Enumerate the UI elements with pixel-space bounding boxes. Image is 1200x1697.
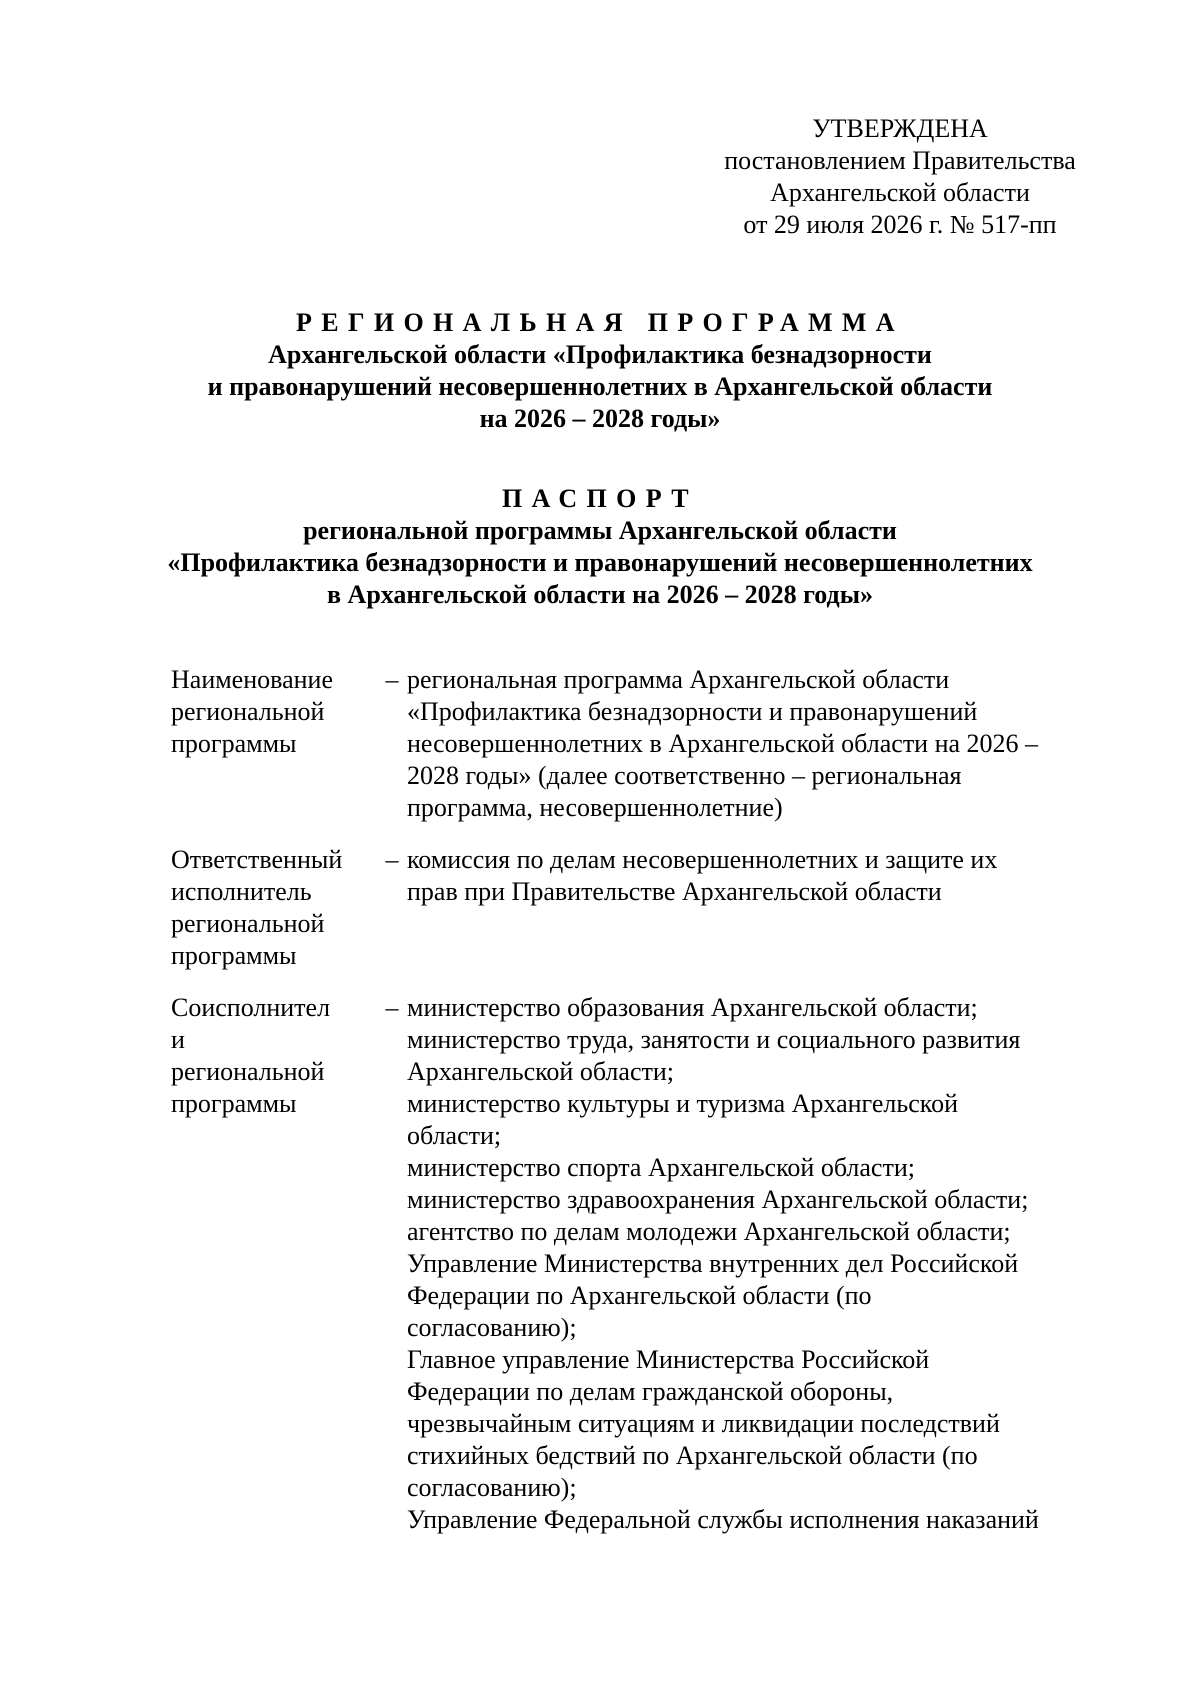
row-value-line: Архангельской области;	[407, 1057, 674, 1086]
row-value-line: чрезвычайным ситуациям и ликвидации последствий	[407, 1409, 1000, 1438]
row-label	[171, 664, 377, 760]
approval-line: Архангельской области	[770, 178, 1030, 207]
row-label-line: и	[171, 1025, 185, 1054]
passport-row-co-executors	[171, 992, 1111, 1536]
row-value	[407, 664, 1111, 824]
program-title-line: на 2026 – 2028 годы»	[479, 404, 721, 433]
row-value-line: 2028 годы» (далее соответственно – региональная	[407, 761, 962, 790]
row-value-line: Федерации по Архангельской области (по	[407, 1281, 872, 1310]
passport-title-line: в Архангельской области на 2026 – 2028 годы»	[327, 580, 873, 609]
row-value-line: программа, несовершеннолетние)	[407, 793, 783, 822]
row-value-line: министерство здравоохранения Архангельской области;	[407, 1185, 1029, 1214]
row-value-line: согласованию);	[407, 1313, 577, 1342]
row-value-line: Управление Министерства внутренних дел Российской	[407, 1249, 1019, 1278]
row-label-line: исполнитель	[171, 877, 312, 906]
row-value-line: министерство труда, занятости и социального развития	[407, 1025, 1021, 1054]
row-label-line: Соисполнител	[171, 993, 331, 1022]
row-label-line: программы	[171, 729, 297, 758]
row-label-line: программы	[171, 941, 297, 970]
row-value	[407, 992, 1111, 1536]
row-value-line: «Профилактика безнадзорности и правонарушений	[407, 697, 978, 726]
row-value-line: стихийных бедствий по Архангельской области (по	[407, 1441, 978, 1470]
row-dash: –	[385, 845, 399, 874]
row-value-line: комиссия по делам несовершеннолетних и защите их	[407, 845, 998, 874]
approval-stamp	[690, 113, 1110, 241]
passport-heading: ПАСПОРТ	[502, 484, 698, 513]
row-label	[171, 992, 377, 1120]
row-value-line: Федерации по делам гражданской обороны,	[407, 1377, 894, 1406]
approval-line: УТВЕРЖДЕНА	[812, 114, 988, 143]
row-label	[171, 844, 377, 972]
row-label-line: региональной	[171, 909, 325, 938]
row-value-line: региональная программа Архангельской области	[407, 665, 950, 694]
approval-line: постановлением Правительства	[724, 146, 1076, 175]
row-value-line: агентство по делам молодежи Архангельской области;	[407, 1217, 1011, 1246]
program-title	[120, 307, 1080, 435]
approval-line: от 29 июля 2026 г. № 517-пп	[743, 210, 1057, 239]
program-title-line: и правонарушений несовершеннолетних в Архангельской области	[207, 372, 993, 401]
passport-title	[120, 483, 1080, 611]
passport-title-line: региональной программы Архангельской области	[303, 516, 897, 545]
row-value-line: прав при Правительстве Архангельской области	[407, 877, 942, 906]
row-value-line: области;	[407, 1121, 502, 1150]
row-value-line: министерство спорта Архангельской области;	[407, 1153, 915, 1182]
passport-title-line: «Профилактика безнадзорности и правонарушений несовершеннолетних	[167, 548, 1033, 577]
row-value-line: согласованию);	[407, 1473, 577, 1502]
row-value-line: министерство культуры и туризма Архангельской	[407, 1089, 959, 1118]
passport-row-name	[171, 664, 1111, 824]
row-value	[407, 844, 1111, 908]
row-dash: –	[385, 993, 399, 1022]
row-value-line: министерство образования Архангельской области;	[407, 993, 978, 1022]
row-dash: –	[385, 665, 399, 694]
passport-table	[171, 664, 1111, 1536]
row-value-line: Управление Федеральной службы исполнения наказаний	[407, 1505, 1039, 1534]
program-title-line: Архангельской области «Профилактика безнадзорности	[268, 340, 932, 369]
row-value-line: Главное управление Министерства Российской	[407, 1345, 930, 1374]
program-heading: РЕГИОНАЛЬНАЯ ПРОГРАММА	[296, 308, 904, 337]
passport-row-responsible	[171, 844, 1111, 972]
row-label-line: региональной	[171, 1057, 325, 1086]
row-label-line: программы	[171, 1089, 297, 1118]
row-label-line: региональной	[171, 697, 325, 726]
row-label-line: Ответственный	[171, 845, 343, 874]
row-label-line: Наименование	[171, 665, 333, 694]
row-value-line: несовершеннолетних в Архангельской области на 2026 –	[407, 729, 1039, 758]
